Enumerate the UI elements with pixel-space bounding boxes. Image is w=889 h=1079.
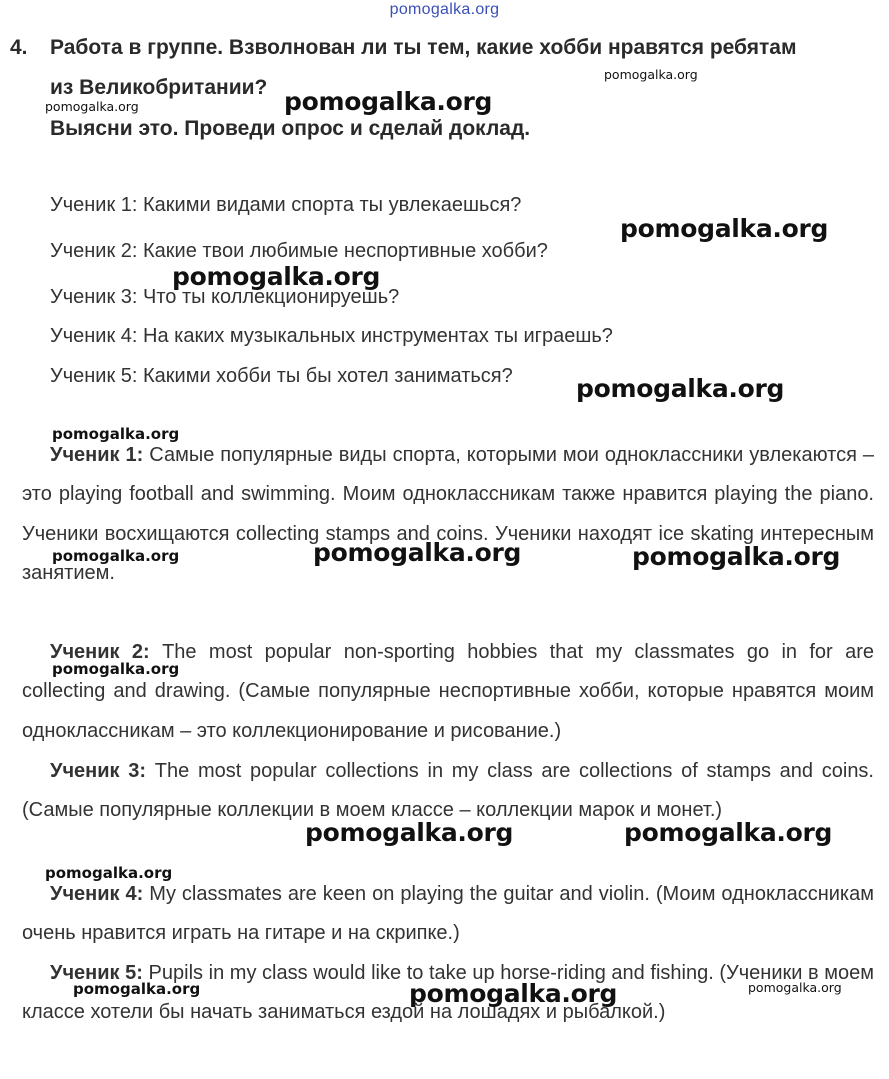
question-2: Ученик 2: Какие твои любимые неспортивные хобби? xyxy=(50,240,548,262)
answer-2-label: Ученик 2: xyxy=(50,641,150,663)
watermark: pomogalka.org xyxy=(620,214,829,243)
watermark: pomogalka.org xyxy=(305,818,514,847)
answer-2-text: The most popular non-sporting hobbies that my classmates go in for are collecting and drawing. (Самые популярные неспортивные хобби, которые нравятся моим одноклассникам – это коллекционирование и рисование.) xyxy=(22,641,874,742)
watermark: pomogalka.org xyxy=(52,425,180,443)
watermark: pomogalka.org xyxy=(73,980,201,998)
task-number: 4. xyxy=(10,36,28,59)
watermark: pomogalka.org xyxy=(313,538,522,567)
watermark: pomogalka.org xyxy=(45,99,139,114)
task-title-line-2: из Великобритании? xyxy=(50,76,268,99)
watermark: pomogalka.org xyxy=(604,67,698,82)
watermark: pomogalka.org xyxy=(624,818,833,847)
site-watermark-top[interactable]: pomogalka.org xyxy=(389,1,500,18)
watermark: pomogalka.org xyxy=(45,864,173,882)
question-5: Ученик 5: Какими хобби ты бы хотел заниматься? xyxy=(50,365,513,387)
watermark: pomogalka.org xyxy=(52,660,180,678)
answer-4-label: Ученик 4: xyxy=(50,883,144,905)
answer-1-label: Ученик 1: xyxy=(50,444,144,466)
watermark: pomogalka.org xyxy=(409,979,618,1008)
answer-4-text: My classmates are keen on playing the guitar and violin. (Моим одноклассникам очень нравится играть на гитаре и на скрипке.) xyxy=(22,883,874,945)
watermark: pomogalka.org xyxy=(748,980,842,995)
task-title-line-1: Работа в группе. Взволнован ли ты тем, какие хобби нравятся ребятам xyxy=(50,36,797,59)
answer-3-text: The most popular collections in my class are collections of stamps and coins. (Самые популярные коллекции в моем классе – коллекции марок и монет.) xyxy=(22,760,874,822)
answer-2 xyxy=(22,633,874,751)
answer-5-label: Ученик 5: xyxy=(50,962,143,984)
watermark: pomogalka.org xyxy=(284,87,493,116)
watermark: pomogalka.org xyxy=(576,374,785,403)
answer-3-label: Ученик 3: xyxy=(50,760,147,782)
watermark: pomogalka.org xyxy=(632,542,841,571)
task-title-line-3: Выясни это. Проведи опрос и сделай доклад. xyxy=(50,117,531,140)
question-4: Ученик 4: На каких музыкальных инструментах ты играешь? xyxy=(50,325,613,347)
watermark: pomogalka.org xyxy=(52,547,180,565)
question-3: Ученик 3: Что ты коллекционируешь? xyxy=(50,286,400,308)
watermark: pomogalka.org xyxy=(172,262,381,291)
question-1: Ученик 1: Какими видами спорта ты увлекаешься? xyxy=(50,194,522,216)
answer-5-text: Pupils in my class would like to take up horse-riding and fishing. (Ученики в моем классе хотели бы начать заниматься ездой на лошадях и рыбалкой.) xyxy=(22,962,874,1024)
answer-4 xyxy=(22,875,874,954)
answer-1-text: Самые популярные виды спорта, которыми мои одноклассники увлекаются – это playing football and swimming. Моим одноклассникам также нравится playing the piano. Ученики восхищаются collecting stamps and coins. Ученики находят ice skating интересным занятием. xyxy=(22,444,874,584)
